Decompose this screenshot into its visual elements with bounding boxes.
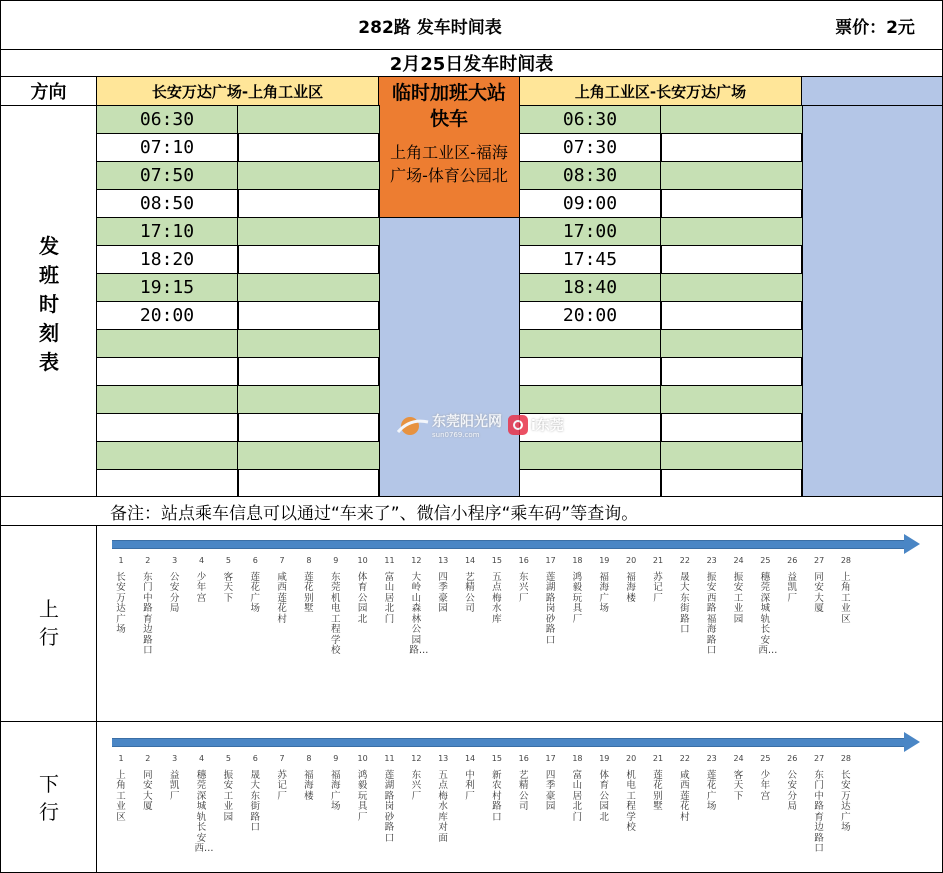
grid-cell (237, 217, 380, 246)
up-stop-number: 28 (840, 556, 852, 565)
up-stop (409, 556, 429, 656)
up-stop-number: 3 (172, 556, 178, 565)
left-departure-time (96, 357, 238, 385)
up-stop-number: 11 (384, 556, 395, 565)
up-stop-name: 五点梅水库 (492, 571, 502, 625)
down-stop (732, 754, 746, 802)
up-stop-number: 13 (438, 556, 449, 565)
down-stop-number: 11 (384, 754, 395, 763)
down-stop-name: 晟大东街路口 (250, 769, 260, 833)
grid-cell (660, 133, 803, 162)
left-departure-time: 19:15 (139, 276, 195, 298)
up-stop (651, 556, 665, 604)
down-stop-name: 体育公园北 (599, 769, 610, 823)
right-departure-time: 20:00 (562, 304, 618, 326)
up-stop-number: 26 (787, 556, 798, 565)
grid-cell (660, 273, 803, 302)
up-stop-number: 6 (252, 556, 258, 565)
down-stop (248, 754, 262, 834)
watermark (396, 410, 594, 440)
up-stop-number: 25 (760, 556, 771, 565)
up-label: 上行 (39, 597, 59, 649)
up-stop-number: 7 (279, 556, 285, 565)
up-stop-name: 振安工业园 (733, 571, 744, 625)
up-stop-number: 8 (306, 556, 312, 565)
down-stop-name: 莲湖路岗砂路口 (384, 769, 395, 844)
down-stop-number: 28 (840, 754, 852, 763)
grid-cell (237, 105, 380, 134)
right-departure-time: 07:30 (562, 136, 618, 158)
left-departure-time (96, 441, 238, 469)
grid-cell (660, 357, 803, 386)
left-departure-time: 08:50 (139, 192, 195, 214)
down-stop-name: 鸿毅玩具厂 (357, 769, 368, 823)
up-stop-number: 4 (199, 556, 205, 565)
up-stop-name: 福海广场 (599, 571, 610, 614)
route-title: 282路 发车时间表 (358, 17, 502, 38)
grid-cell (237, 273, 380, 302)
grid-cell (237, 469, 380, 497)
down-stop-number: 18 (572, 754, 583, 763)
up-stop (168, 556, 182, 615)
up-stop-name: 福海楼 (626, 571, 636, 604)
down-stop-name: 振安工业园 (223, 769, 234, 823)
down-stop (221, 754, 235, 823)
date-title: 2月25日发车时间表 (0, 49, 943, 77)
up-stop (732, 556, 746, 625)
up-stop-number: 1 (118, 556, 124, 565)
down-stop-number: 4 (199, 754, 205, 763)
left-departure-time (96, 469, 238, 497)
up-stop-name: 体育公园北 (357, 571, 368, 625)
down-stop-name: 益凯厂 (169, 769, 180, 802)
down-stop-name: 富山居北门 (572, 769, 583, 823)
down-stop-name: 长安万达广场 (841, 769, 851, 833)
right-departure-time: 17:45 (562, 248, 618, 270)
up-stop (141, 556, 155, 656)
down-stop (678, 754, 692, 823)
up-stop (356, 556, 370, 625)
grid-cell (237, 329, 380, 358)
grid-cell (660, 385, 803, 414)
grid-cell (237, 301, 380, 330)
right-departure-time (519, 329, 661, 357)
down-stop-number: 13 (438, 754, 449, 763)
grid-cell (237, 161, 380, 190)
down-stop-number: 6 (252, 754, 258, 763)
down-stop-name: 咸西莲花村 (680, 769, 690, 823)
up-stop-number: 19 (599, 556, 610, 565)
up-stop (705, 556, 719, 656)
down-stop-name: 公安分局 (787, 769, 797, 812)
down-stop-number: 2 (145, 754, 151, 763)
extra-empty-column (801, 105, 943, 497)
down-stop-number: 1 (118, 754, 124, 763)
up-stop (275, 556, 289, 625)
up-stop-number: 20 (626, 556, 637, 565)
down-stop-name: 莲花别墅 (653, 769, 663, 812)
note-text: 备注：站点乘车信息可以通过“车来了”、微信小程序“乘车码”等查询。 (110, 503, 639, 524)
down-stop-number: 26 (787, 754, 798, 763)
direction-label: 方向 (0, 76, 97, 106)
down-stop-number: 7 (279, 754, 285, 763)
down-stop (383, 754, 397, 844)
up-stop-number: 22 (679, 556, 690, 565)
left-departure-time: 17:10 (139, 220, 195, 242)
down-stop-number: 22 (679, 754, 690, 763)
down-stop-name: 机电工程学校 (626, 769, 636, 833)
up-stop-name: 莲花广场 (250, 571, 260, 614)
down-stop-name: 中利厂 (465, 769, 475, 802)
up-stop-name: 少年宫 (196, 571, 207, 604)
up-stop-name: 长安万达广场 (116, 571, 126, 635)
down-stop-name: 艺精公司 (518, 769, 529, 812)
down-stop-number: 15 (491, 754, 502, 763)
up-stop (839, 556, 853, 625)
down-stop-name: 福海广场 (331, 769, 341, 812)
app-logo-icon (508, 415, 528, 435)
extra-header-cell (801, 76, 943, 106)
left-departure-time: 06:30 (139, 108, 195, 130)
down-stop-number: 25 (760, 754, 771, 763)
fare-label: 票价：2元 (835, 17, 915, 38)
up-stop-number: 17 (545, 556, 556, 565)
down-stop-name: 新农村路口 (492, 769, 502, 823)
up-stop (302, 556, 316, 615)
grid-cell (237, 189, 380, 218)
up-stop-name: 益凯厂 (787, 571, 797, 604)
left-departure-time: 07:10 (139, 136, 195, 158)
special-empty-cell (378, 217, 520, 497)
down-stop-number: 20 (626, 754, 637, 763)
special-express-title: 临时加班大站快车 (391, 82, 506, 130)
up-stop (570, 556, 584, 625)
down-stop-number: 10 (357, 754, 368, 763)
down-stop-number: 24 (733, 754, 744, 763)
right-departure-time: 06:30 (562, 108, 618, 130)
up-arrow-head-icon (904, 534, 920, 554)
grid-cell (660, 245, 803, 274)
grid-cell (237, 133, 380, 162)
right-departure-time (519, 385, 661, 413)
down-stop-number: 9 (333, 754, 339, 763)
left-departure-time: 07:50 (139, 164, 195, 186)
down-stop-name: 东门中路育边路口 (814, 769, 824, 854)
up-stop (463, 556, 477, 615)
grid-cell (237, 357, 380, 386)
grid-cell (660, 413, 803, 442)
left-departure-time: 18:20 (139, 248, 195, 270)
down-stop (329, 754, 343, 813)
grid-cell (660, 329, 803, 358)
up-stop-number: 5 (225, 556, 231, 565)
left-departure-time (96, 413, 238, 441)
up-direction-arrow (112, 540, 906, 549)
up-stop (517, 556, 531, 604)
up-stop-number: 12 (411, 556, 422, 565)
up-stop-name: 同安大厦 (814, 571, 824, 614)
up-stop-name: 苏记厂 (653, 571, 663, 604)
up-stop-number: 2 (145, 556, 151, 565)
right-departure-time: 17:00 (562, 220, 618, 242)
watermark-brand: 东莞阳光网 (432, 414, 502, 430)
down-stop-name: 苏记厂 (277, 769, 287, 802)
up-stop-name: 鸿毅玩具厂 (572, 571, 583, 625)
up-stop (812, 556, 826, 615)
left-departure-time (96, 385, 238, 413)
down-stop-name: 福海楼 (304, 769, 314, 802)
up-stop-name: 四季豪园 (438, 571, 448, 614)
up-stop (221, 556, 235, 604)
down-stop-number: 17 (545, 754, 556, 763)
down-stop-number: 8 (306, 754, 312, 763)
up-stop (785, 556, 799, 604)
down-stop (597, 754, 611, 823)
up-stop-name: 大岭山森林公园路… (409, 571, 429, 656)
up-stop (758, 556, 778, 656)
right-departure-time (519, 357, 661, 385)
up-stop (544, 556, 558, 646)
down-stop-name: 莲花广场 (706, 769, 717, 812)
up-stop (490, 556, 504, 625)
grid-cell (237, 245, 380, 274)
down-stop (436, 754, 450, 844)
down-stop-name: 东兴厂 (411, 769, 422, 802)
up-stop (678, 556, 692, 636)
down-stop (194, 754, 214, 854)
grid-cell (237, 385, 380, 414)
down-stop-number: 3 (172, 754, 178, 763)
down-stop (785, 754, 799, 813)
down-stop-number: 21 (652, 754, 664, 763)
grid-cell (237, 413, 380, 442)
down-stop (356, 754, 370, 823)
up-stop-number: 24 (733, 556, 744, 565)
watermark-domain: sun0769.com (432, 431, 480, 439)
down-stop (302, 754, 316, 802)
up-stop-number: 15 (491, 556, 502, 565)
down-label: 下行 (39, 772, 59, 824)
up-stop-name: 客天下 (223, 571, 234, 604)
down-stop-name: 少年宫 (760, 769, 771, 802)
right-departure-time: 08:30 (562, 164, 618, 186)
down-stop (168, 754, 182, 802)
down-direction-arrow (112, 738, 906, 747)
up-stop (329, 556, 343, 656)
down-stop (705, 754, 719, 813)
down-stop-number: 19 (599, 754, 610, 763)
down-stop-name: 同安大厦 (143, 769, 153, 812)
up-stop-name: 莲花别墅 (304, 571, 314, 614)
left-departure-time: 20:00 (139, 304, 195, 326)
down-stop-number: 12 (411, 754, 422, 763)
down-arrow-head-icon (904, 732, 920, 752)
grid-cell (660, 469, 803, 497)
left-direction-header: 长安万达广场-上角工业区 (96, 76, 379, 106)
up-stop-number: 14 (464, 556, 476, 565)
down-stop (275, 754, 289, 802)
down-stop (624, 754, 638, 834)
down-stop-number: 16 (518, 754, 529, 763)
up-stop (597, 556, 611, 615)
up-stop-name: 晟大东街路口 (680, 571, 690, 635)
up-stop-name: 咸西莲花村 (277, 571, 287, 625)
grid-cell (660, 105, 803, 134)
down-stop (141, 754, 155, 813)
up-stop (383, 556, 397, 625)
up-stop-name: 东莞机电工程学校 (331, 571, 341, 656)
down-stop (839, 754, 853, 834)
right-direction-header: 上角工业区-长安万达广场 (519, 76, 802, 106)
up-stop-name: 振安西路福海路口 (706, 571, 717, 656)
down-stop-number: 23 (706, 754, 717, 763)
down-stop-name: 四季豪园 (545, 769, 556, 812)
up-stops-panel (96, 525, 943, 722)
grid-cell (660, 441, 803, 470)
down-stop (544, 754, 558, 813)
up-stop-name: 上角工业区 (841, 571, 851, 625)
up-stop-name: 艺精公司 (465, 571, 475, 614)
up-stop-number: 18 (572, 556, 583, 565)
up-stop (624, 556, 638, 604)
down-stop (114, 754, 128, 823)
down-stop (409, 754, 423, 802)
watermark-app: i东莞 (531, 418, 564, 434)
grid-cell (660, 301, 803, 330)
up-stop-name: 富山居北门 (384, 571, 395, 625)
up-stop-number: 10 (357, 556, 368, 565)
down-stop (812, 754, 826, 854)
up-stop-number: 27 (814, 556, 825, 565)
down-stop (463, 754, 477, 802)
special-express-route: 上角工业区-福海广场-体育公园北 (390, 143, 508, 185)
up-stop (114, 556, 128, 636)
down-stop-name: 上角工业区 (116, 769, 126, 823)
up-stop (436, 556, 450, 615)
down-stop-number: 14 (464, 754, 476, 763)
up-stop-name: 莲湖路岗砂路口 (545, 571, 556, 646)
down-stop (651, 754, 665, 813)
sun-logo-icon (396, 412, 430, 438)
up-stop-number: 16 (518, 556, 529, 565)
right-departure-time: 18:40 (562, 276, 618, 298)
up-stop-name: 东门中路育边路口 (143, 571, 153, 656)
up-stop-number: 21 (652, 556, 664, 565)
up-stop (248, 556, 262, 615)
down-stop (517, 754, 531, 813)
down-stop-name: 五点梅水库对面 (438, 769, 448, 844)
grid-cell (660, 189, 803, 218)
down-stop-name: 客天下 (733, 769, 744, 802)
right-departure-time (519, 469, 661, 497)
side-label: 发班时刻表 (39, 234, 59, 374)
up-stop-number: 9 (333, 556, 339, 565)
up-stop (195, 556, 209, 604)
right-departure-time: 09:00 (562, 192, 618, 214)
grid-cell (660, 217, 803, 246)
down-stop-number: 5 (225, 754, 231, 763)
up-stop-number: 23 (706, 556, 717, 565)
up-stop-name: 东兴厂 (518, 571, 529, 604)
grid-cell (660, 161, 803, 190)
down-stop (758, 754, 772, 802)
grid-cell (237, 441, 380, 470)
right-departure-time (519, 441, 661, 469)
up-stop-name: 穗莞深城轨长安西… (758, 571, 778, 656)
down-stop (490, 754, 504, 823)
up-stop-name: 公安分局 (169, 571, 180, 614)
down-stop-number: 27 (814, 754, 825, 763)
down-stop (570, 754, 584, 823)
down-stop-name: 穗莞深城轨长安西… (194, 769, 214, 854)
left-departure-time (96, 329, 238, 357)
